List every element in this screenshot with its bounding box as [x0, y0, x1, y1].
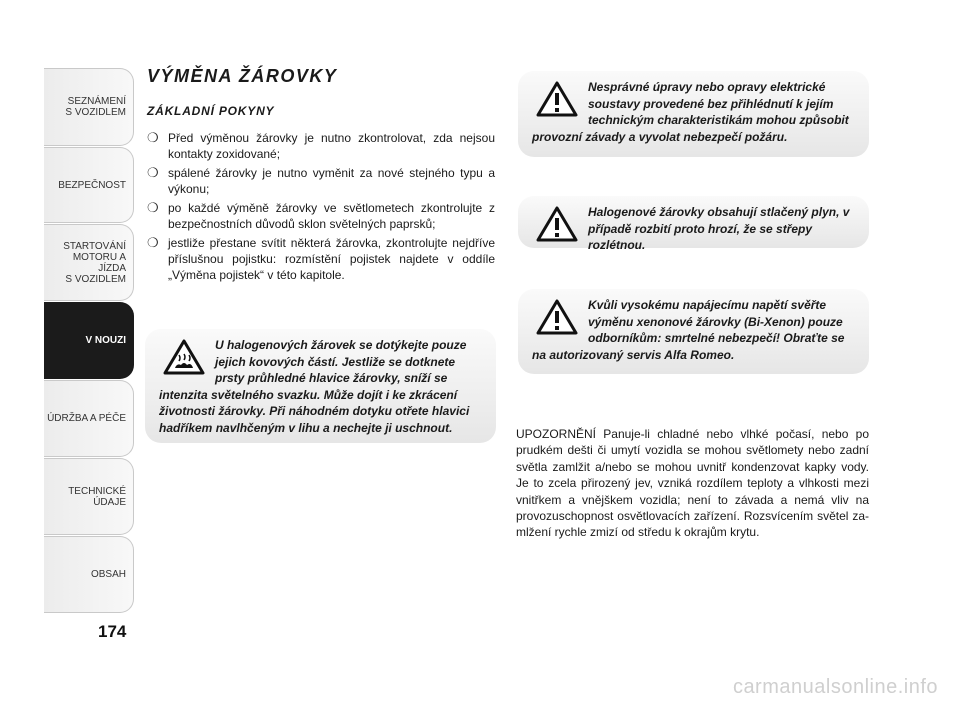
- warning-triangle-icon: [536, 299, 578, 335]
- tab-bezpecnost[interactable]: BEZPEČNOST: [44, 147, 134, 223]
- improper-repair-warning: [518, 71, 869, 157]
- warning-text: U halogenových žárovek se dotýkejte pouze jejich kovových částí. Jestliže se dotknete prsty průhledné hlavice žárovky, sníží se intenzita světelného svazku. Může dojít i ke zkrácení životnosti žárovky. Při náhodném dotyku otřete hlavici hadříkem navlhčeným v lihu a nechejte ji uschnout.: [159, 338, 470, 435]
- list-item-text: jestliže přestane svítit některá žárovka, zkontrolujte nejdříve příslušnou pojistku: rozmístění pojistek najdete v oddíle „Výměna pojistek“ v této kapitole.: [168, 236, 495, 282]
- warning-text: Kvůli vysokému napájecímu napětí svěřte výměnu xenonové žárovky (Bi-Xenon) pouze odborníkům: smrtelné nebezpečí! Obraťte se na autorizovaný servis Alfa Romeo.: [532, 298, 845, 362]
- condensation-note: UPOZORNĚNÍ Panuje-li chladné nebo vlhké počasí, nebo po prudkém dešti či umytí vozidla se mohou světlomety nebo zadní světla zamlžit a/nebo se mohou uvnitř kondenzovat kapky vody. Je to zcela přirozený jev, vzniká rozdílem teploty a vlhkosti mezi vnitřkem a vnějškem vozidla; není to závada a nemá vliv na provozuschopnost osvětlovacích zařízení. Rozsvícením světel za-mlžení rychle zmizí od středu k okrajům krytu.: [516, 427, 869, 540]
- bullet-marker-icon: ❍: [147, 200, 159, 215]
- list-item-text: spálené žárovky je nutno vyměnit za nové stejného typu a výkonu;: [168, 166, 495, 196]
- list-item: [147, 235, 495, 283]
- page-title: VÝMĚNA ŽÁROVKY: [147, 66, 338, 86]
- tab-udrzba[interactable]: ÚDRŽBA A PÉČE: [44, 380, 134, 457]
- tab-v-nouzi[interactable]: V NOUZI: [44, 302, 134, 379]
- halogen-touch-warning: [145, 329, 496, 443]
- halogen-gas-warning: [518, 196, 869, 252]
- bullet-marker-icon: ❍: [147, 130, 159, 145]
- watermark: carmanualsonline.info: [732, 676, 938, 698]
- list-item: [147, 130, 495, 162]
- section-subtitle: ZÁKLADNÍ POKYNY: [147, 104, 275, 118]
- bullet-marker-icon: ❍: [147, 165, 159, 180]
- tab-startovani[interactable]: STARTOVÁNÍ MOTORU A JÍZDA S VOZIDLEM: [44, 224, 134, 301]
- list-item: [147, 165, 495, 197]
- hot-surface-warning-icon: [163, 339, 205, 375]
- tab-obsah[interactable]: OBSAH: [44, 536, 134, 613]
- warning-triangle-icon: [536, 206, 578, 242]
- list-item-text: Před výměnou žárovky je nutno zkontrolovat, zda nejsou kontakty zoxidované;: [168, 131, 495, 161]
- list-item-text: po každé výměně žárovky ve světlometech zkontrolujte z bezpečnostních důvodů sklon světelných paprsků;: [168, 201, 495, 231]
- xenon-warning: [518, 289, 869, 374]
- page-number: 174: [98, 622, 127, 641]
- warning-triangle-icon: [536, 81, 578, 117]
- bullet-marker-icon: ❍: [147, 235, 159, 250]
- warning-text: Nesprávné úpravy nebo opravy elektrické soustavy provedené bez přihlédnutí k jejím technickým charakteristikám mohou způsobit provozní závady a vyvolat nebezpečí požáru.: [532, 80, 849, 144]
- tab-seznameni[interactable]: SEZNÁMENÍ S VOZIDLEM: [44, 68, 134, 146]
- list-item: [147, 200, 495, 232]
- warning-text: Halogenové žárovky obsahují stlačený plyn, v případě rozbití proto hrozí, že se střepy rozlétnou.: [588, 205, 850, 252]
- tab-technicke-udaje[interactable]: TECHNICKÉ ÚDAJE: [44, 458, 134, 535]
- bullet-list: [147, 130, 495, 286]
